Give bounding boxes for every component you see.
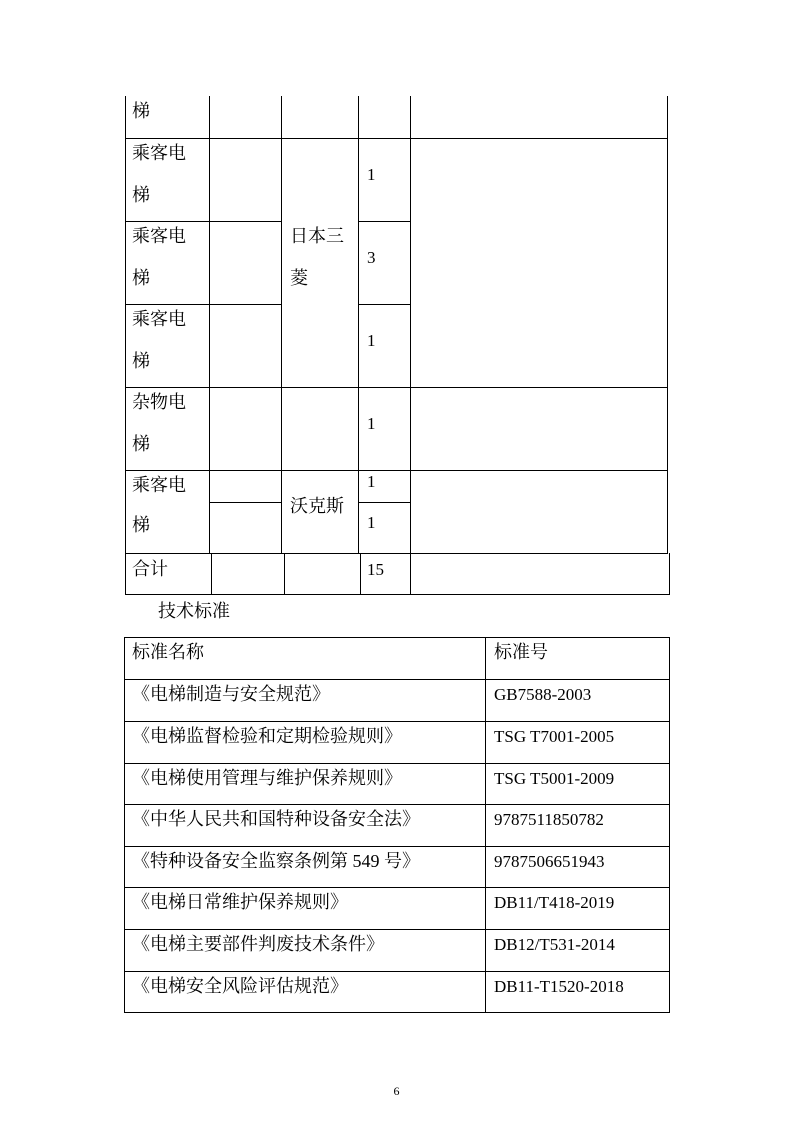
equipment-name: 乘客电 bbox=[132, 226, 186, 246]
standard-name: 《电梯安全风险评估规范》 bbox=[132, 976, 348, 996]
standard-code: TSG T7001-2005 bbox=[494, 727, 615, 746]
brand-cell: 沃克斯 bbox=[290, 496, 344, 516]
equipment-name: 梯 bbox=[132, 101, 150, 121]
standard-code: DB11/T418-2019 bbox=[494, 893, 615, 912]
standard-name: 《电梯主要部件判废技术条件》 bbox=[132, 934, 384, 954]
equipment-quantity: 1 bbox=[367, 331, 376, 350]
equipment-quantity: 1 bbox=[367, 513, 376, 532]
equipment-name: 乘客电 bbox=[132, 143, 186, 163]
standard-code: DB11-T1520-2018 bbox=[494, 977, 624, 996]
standard-name: 《电梯使用管理与维护保养规则》 bbox=[132, 768, 402, 788]
equipment-name: 梯 bbox=[132, 268, 150, 288]
standard-name: 《电梯制造与安全规范》 bbox=[132, 684, 330, 704]
equipment-quantity: 3 bbox=[367, 248, 376, 267]
standard-code: 9787511850782 bbox=[494, 810, 604, 829]
equipment-quantity: 1 bbox=[367, 414, 376, 433]
standard-name: 《中华人民共和国特种设备安全法》 bbox=[132, 809, 420, 829]
total-label: 合计 bbox=[132, 559, 168, 579]
standard-code: TSG T5001-2009 bbox=[494, 769, 615, 788]
equipment-name: 乘客电 bbox=[132, 475, 186, 495]
standards-header-name: 标准名称 bbox=[132, 642, 204, 662]
equipment-name: 乘客电 bbox=[132, 309, 186, 329]
standard-name: 《电梯监督检验和定期检验规则》 bbox=[132, 726, 402, 746]
total-value: 15 bbox=[367, 560, 384, 579]
standards-heading: 技术标准 bbox=[158, 601, 230, 621]
standards-header-code: 标准号 bbox=[494, 642, 548, 662]
equipment-quantity: 1 bbox=[367, 472, 376, 491]
standard-name: 《电梯日常维护保养规则》 bbox=[132, 892, 348, 912]
brand-cell: 菱 bbox=[290, 268, 308, 288]
equipment-name: 梯 bbox=[132, 351, 150, 371]
page-number: 6 bbox=[393, 1084, 400, 1098]
standard-code: DB12/T531-2014 bbox=[494, 935, 615, 954]
equipment-name: 杂物电 bbox=[132, 392, 186, 412]
equipment-name: 梯 bbox=[132, 434, 150, 454]
standard-name: 《特种设备安全监察条例第 549 号》 bbox=[132, 851, 420, 871]
brand-cell: 日本三 bbox=[290, 226, 344, 246]
equipment-name: 梯 bbox=[132, 515, 150, 535]
equipment-quantity: 1 bbox=[367, 165, 376, 184]
equipment-name: 梯 bbox=[132, 185, 150, 205]
standard-code: 9787506651943 bbox=[494, 852, 605, 871]
standard-code: GB7588-2003 bbox=[494, 685, 592, 704]
